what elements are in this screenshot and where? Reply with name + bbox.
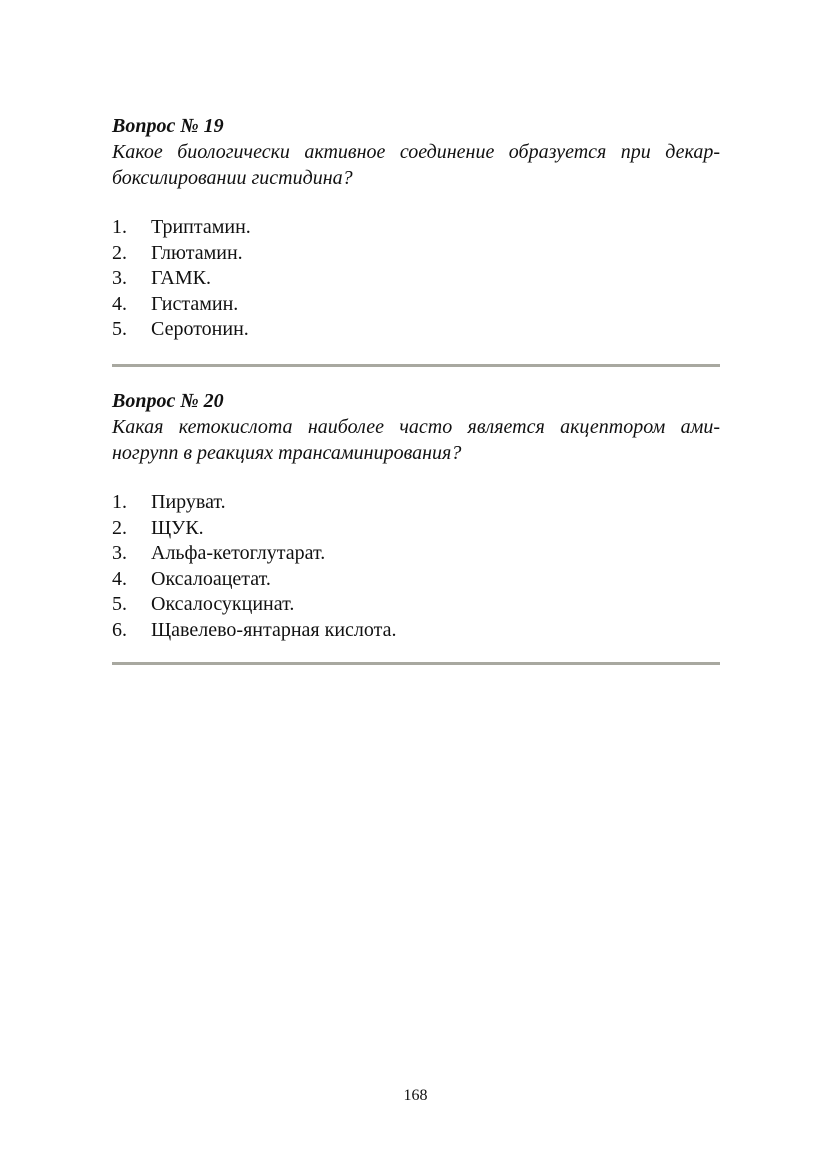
option-text: Гистамин.	[151, 292, 239, 315]
question-text-line: Какая кетокислота наиболее часто является акцептором ами-	[112, 416, 720, 438]
answer-option	[112, 317, 720, 343]
option-text: ЩУК.	[151, 516, 204, 539]
option-number: 1.	[112, 491, 127, 513]
section-divider	[112, 364, 720, 367]
answer-option	[112, 618, 720, 644]
option-number: 2.	[112, 241, 127, 264]
option-number: 5.	[112, 593, 127, 615]
section-divider	[112, 662, 720, 665]
option-number: 3.	[112, 267, 127, 289]
question-text	[112, 414, 720, 466]
question-text-line: Какое биологически активное соединение образуется при декар-	[112, 141, 720, 163]
question-text-line: ногрупп в реакциях трансаминирования?	[112, 442, 462, 464]
answer-options	[112, 215, 720, 343]
answer-option	[112, 215, 720, 241]
option-number: 1.	[112, 216, 127, 238]
page-number: 168	[403, 1087, 428, 1104]
answer-options	[112, 490, 720, 643]
option-text: Оксалосукцинат.	[151, 593, 295, 615]
option-number: 6.	[112, 618, 127, 641]
answer-option	[112, 241, 720, 267]
answer-option	[112, 490, 720, 516]
option-text: Альфа-кетоглутарат.	[151, 542, 326, 564]
option-text: Триптамин.	[151, 216, 251, 238]
question-19	[112, 113, 720, 343]
answer-option	[112, 292, 720, 318]
question-20	[112, 388, 720, 643]
question-text	[112, 139, 720, 191]
option-number: 4.	[112, 567, 127, 590]
question-title: Вопрос № 20	[112, 390, 224, 412]
option-text: Серотонин.	[151, 318, 249, 340]
option-number: 3.	[112, 542, 127, 564]
option-number: 5.	[112, 318, 127, 340]
answer-option	[112, 567, 720, 593]
answer-option	[112, 592, 720, 618]
option-text: ГАМК.	[151, 267, 211, 289]
question-title: Вопрос № 19	[112, 115, 224, 137]
option-text: Глютамин.	[151, 241, 243, 264]
answer-option	[112, 541, 720, 567]
option-text: Оксалоацетат.	[151, 567, 271, 590]
answer-option	[112, 266, 720, 292]
answer-option	[112, 516, 720, 542]
option-text: Щавелево-янтарная кислота.	[151, 618, 397, 641]
question-text-line: боксилировании гистидина?	[112, 167, 353, 189]
option-text: Пируват.	[151, 491, 226, 513]
option-number: 2.	[112, 516, 127, 539]
option-number: 4.	[112, 292, 127, 315]
